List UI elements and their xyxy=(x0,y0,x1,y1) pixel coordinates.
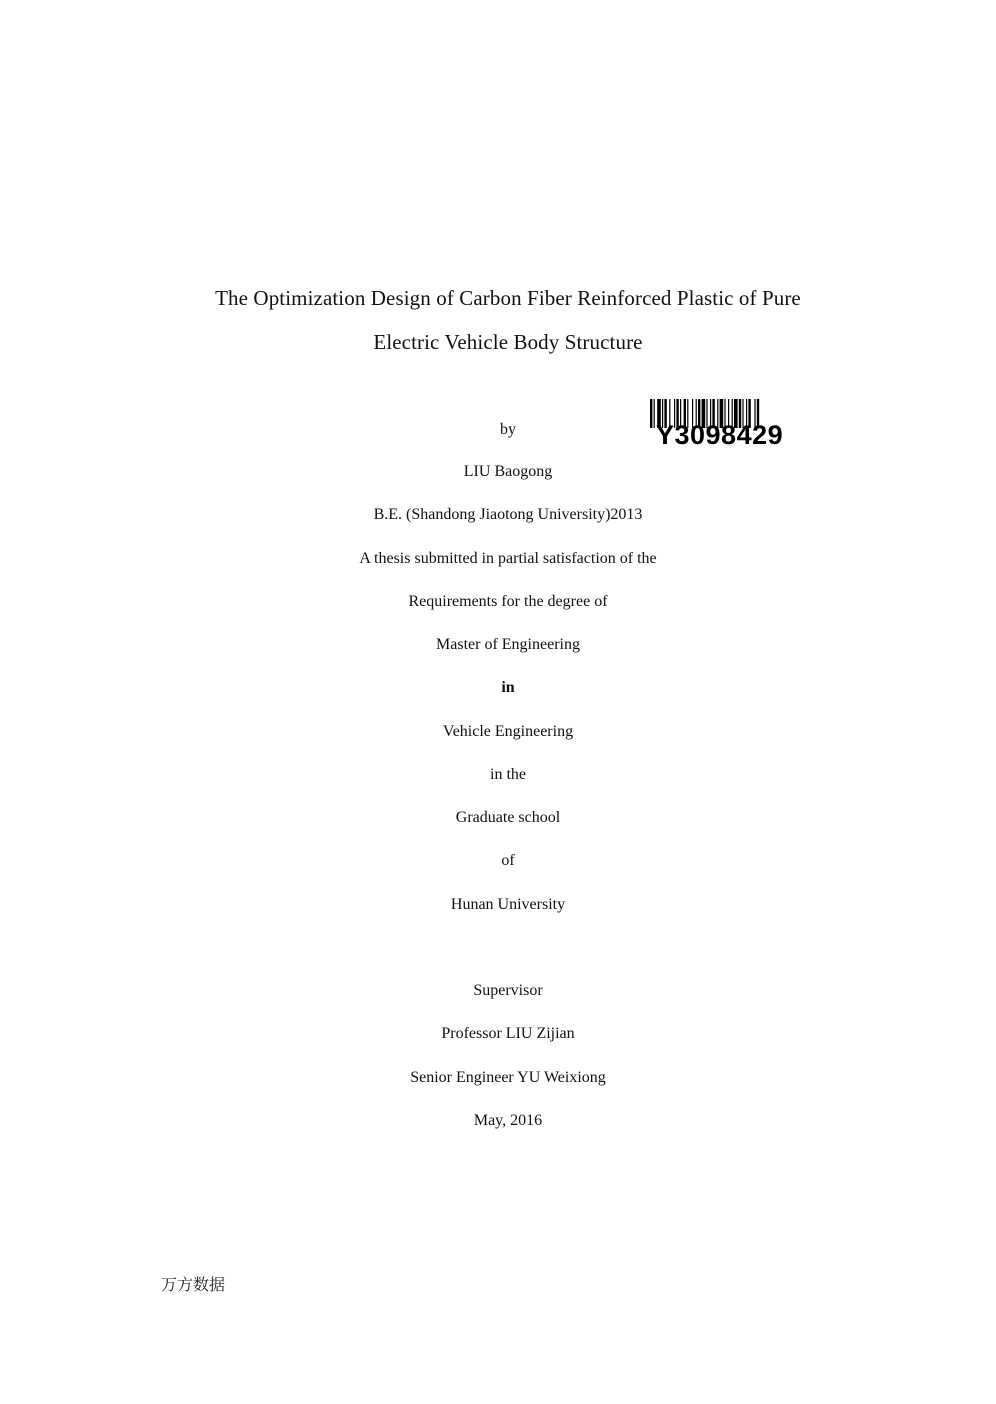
footer-watermark: 万方数据 xyxy=(161,1275,226,1294)
by-label: by xyxy=(500,421,516,438)
university-name: Hunan University xyxy=(450,896,566,913)
supervisor-2: Senior Engineer YU Weixiong xyxy=(410,1069,606,1086)
field-name: Vehicle Engineering xyxy=(442,723,574,740)
prior-degree: B.E. (Shandong Jiaotong University)2013 xyxy=(373,506,643,523)
school-name: Graduate school xyxy=(455,809,561,826)
submission-date: May, 2016 xyxy=(473,1112,543,1129)
statement-line-2: Requirements for the degree of xyxy=(408,593,608,610)
statement-line-1: A thesis submitted in partial satisfaction of the xyxy=(359,550,657,567)
of-label: of xyxy=(501,852,515,869)
in-the-label: in the xyxy=(490,766,526,783)
title-line-1: The Optimization Design of Carbon Fiber Reinforced Plastic of Pure xyxy=(215,286,801,310)
barcode-number: Y3098429 xyxy=(656,420,784,450)
supervisor-heading: Supervisor xyxy=(473,982,543,999)
author-name: LIU Baogong xyxy=(463,463,553,480)
title-line-2: Electric Vehicle Body Structure xyxy=(373,330,643,354)
degree-name: Master of Engineering xyxy=(436,636,580,653)
supervisor-1: Professor LIU Zijian xyxy=(441,1025,575,1042)
in-label: in xyxy=(501,679,515,696)
